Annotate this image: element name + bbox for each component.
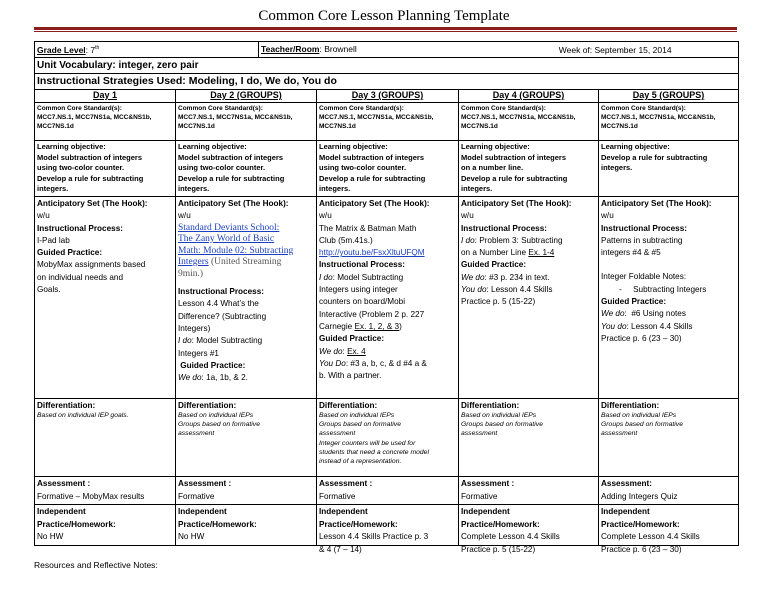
i-do-text: : Model Subtracting bbox=[332, 272, 404, 282]
warm-up: w/u bbox=[601, 211, 614, 221]
i-do-label: I do bbox=[178, 336, 192, 346]
you-do-line bbox=[461, 284, 596, 296]
video-link[interactable]: Standard Deviants School: bbox=[178, 222, 280, 233]
homework-label: Independent bbox=[319, 507, 368, 516]
process-line: Integers) bbox=[178, 323, 211, 333]
grade-value: : 7 bbox=[85, 44, 96, 55]
objective-line: using two-color counter. bbox=[319, 163, 407, 172]
homework-text: Complete Lesson 4.4 Skills bbox=[601, 532, 700, 541]
differentiation-line: Based on individual IEPs bbox=[601, 412, 677, 419]
homework-cell bbox=[317, 505, 459, 554]
differentiation-line: assessment bbox=[601, 430, 638, 438]
objective-label: Learning objective: bbox=[178, 142, 247, 151]
differentiation-line: instead of a representation. bbox=[319, 458, 402, 466]
i-do-text: : Model Subtracting bbox=[191, 336, 263, 346]
day-3-header: Day 3 (GROUPS) bbox=[317, 90, 459, 102]
hook-cell-day-1 bbox=[35, 197, 176, 398]
assessment-text: Adding Integers Quiz bbox=[601, 491, 678, 501]
differentiation-line: Integer counters will be used for bbox=[319, 439, 416, 447]
i-do-line bbox=[461, 235, 596, 247]
homework-label: Practice/Homework: bbox=[319, 519, 398, 529]
differentiation-line: Based on individual IEPs bbox=[461, 412, 537, 419]
hook-label: Anticipatory Set (The Hook): bbox=[178, 199, 289, 208]
assessment-text: Formative – MobyMax results bbox=[37, 491, 145, 501]
guided-line: MobyMax assignments based bbox=[37, 260, 146, 270]
differentiation-label: Differentiation: bbox=[461, 401, 520, 410]
differentiation-row bbox=[35, 399, 738, 477]
differentiation-line: Groups based on formative bbox=[178, 421, 260, 429]
homework-label: Independent bbox=[601, 507, 650, 516]
instructional-strategies: Instructional Strategies Used: Modeling, I do, We do, You do bbox=[35, 74, 738, 90]
clip-line: Club (5m.41s.) bbox=[319, 235, 373, 245]
we-do-sep: : bbox=[342, 346, 348, 356]
standards-cell bbox=[317, 103, 459, 140]
assessment-label: Assessment : bbox=[461, 479, 515, 488]
differentiation-cell bbox=[317, 399, 459, 476]
i-do-line bbox=[319, 272, 456, 284]
standards-cell bbox=[176, 103, 317, 140]
objective-line: Model subtraction of integers bbox=[319, 152, 425, 162]
assessment-cell bbox=[599, 477, 738, 504]
homework-text: Lesson 4.4 Skills Practice p. 3 bbox=[319, 532, 429, 541]
objective-label: Learning objective: bbox=[37, 142, 106, 151]
grade-sup: th bbox=[95, 44, 100, 51]
i-do-line bbox=[178, 335, 314, 347]
differentiation-line: Based on individual IEPs bbox=[319, 412, 395, 419]
guided-line: on individual needs and bbox=[37, 272, 124, 282]
hook-label: Anticipatory Set (The Hook): bbox=[601, 199, 712, 208]
warm-up: w/u bbox=[178, 211, 191, 221]
assessment-label: Assessment: bbox=[601, 479, 652, 488]
objective-cell bbox=[176, 141, 317, 196]
differentiation-label: Differentiation: bbox=[319, 401, 378, 410]
objective-cell bbox=[317, 141, 459, 196]
homework-label: Practice/Homework: bbox=[601, 519, 680, 529]
process-line: integers #4 & #5 bbox=[601, 248, 661, 258]
objective-line: integers. bbox=[319, 184, 351, 193]
differentiation-label: Differentiation: bbox=[601, 401, 660, 410]
i-do-text: on a Number Line bbox=[461, 248, 529, 258]
warm-up: w/u bbox=[37, 211, 50, 221]
objective-cell bbox=[35, 141, 176, 196]
title-rule-thin bbox=[34, 31, 737, 32]
teacher-value: : Brownell bbox=[319, 44, 357, 54]
standards-text: MCC7.NS.1, MCC7NS1a, MCC&NS1b, MCC7NS.1d bbox=[37, 114, 152, 130]
objective-line: Model subtraction of integers bbox=[37, 152, 143, 162]
process-line: Difference? (Subtracting bbox=[178, 311, 267, 321]
day-1-header: Day 1 bbox=[35, 90, 176, 102]
homework-label: Practice/Homework: bbox=[178, 519, 257, 529]
we-do-label: We do bbox=[319, 346, 343, 356]
hook-row bbox=[35, 197, 738, 399]
homework-text: & 4 (7 – 14) bbox=[319, 544, 362, 554]
objective-label: Learning objective: bbox=[461, 142, 530, 151]
process-label: Instructional Process: bbox=[319, 260, 405, 270]
day-2-header: Day 2 (GROUPS) bbox=[176, 90, 317, 102]
homework-label: Practice/Homework: bbox=[37, 519, 116, 529]
video-link[interactable]: The Zany World of Basic bbox=[178, 234, 275, 245]
warm-up: w/u bbox=[319, 211, 332, 221]
you-do-text: : Lesson 4.4 Skills bbox=[626, 321, 693, 331]
teacher-label: Teacher/Room bbox=[261, 44, 320, 54]
we-do-line bbox=[319, 346, 456, 358]
document-title: Common Core Lesson Planning Template bbox=[258, 8, 510, 24]
standards-cell bbox=[459, 103, 599, 140]
standards-cell bbox=[599, 103, 738, 140]
homework-label: Independent bbox=[461, 507, 510, 516]
you-do-line bbox=[601, 321, 736, 333]
differentiation-label: Differentiation: bbox=[178, 401, 237, 410]
differentiation-label: Differentiation: bbox=[37, 401, 96, 410]
objective-line: Model subtraction of integers bbox=[178, 152, 284, 162]
hook-label: Anticipatory Set (The Hook): bbox=[319, 199, 430, 208]
you-do-line: b. With a partner. bbox=[319, 371, 382, 381]
video-note: 9min.) bbox=[178, 268, 204, 279]
differentiation-line: students that need a concrete model bbox=[319, 448, 429, 456]
standards-label: Common Core Standard(s): bbox=[461, 105, 546, 112]
we-do-label: We do bbox=[178, 373, 202, 383]
youtube-link[interactable]: http://youtu.be/FsxXltuUFQM bbox=[319, 248, 425, 258]
day-4-header: Day 4 (GROUPS) bbox=[459, 90, 599, 102]
homework-text: Practice p. 5 (15-22) bbox=[461, 544, 536, 554]
objective-line: integers. bbox=[461, 184, 493, 193]
you-do-text: : Lesson 4.4 Skills bbox=[486, 285, 553, 295]
homework-label: Independent bbox=[37, 507, 86, 516]
differentiation-line: assessment bbox=[178, 430, 215, 438]
guided-label: Guided Practice: bbox=[461, 260, 527, 270]
we-do-text: : #3 p. 234 in text. bbox=[484, 272, 550, 282]
assessment-cell bbox=[176, 477, 317, 504]
process-label: Instructional Process: bbox=[601, 223, 687, 233]
you-do-text: : #3 a, b, c, & d #4 a & bbox=[345, 358, 427, 368]
homework-label: Independent bbox=[178, 507, 227, 516]
process-line: Patterns in subtracting bbox=[601, 235, 683, 245]
homework-cell bbox=[35, 505, 176, 545]
we-do-line bbox=[461, 272, 596, 284]
we-do-line bbox=[178, 372, 314, 384]
differentiation-line: Based on individual IEPs bbox=[178, 412, 254, 419]
we-do-label: We do bbox=[601, 309, 625, 319]
guided-label: Guided Practice: bbox=[178, 360, 246, 370]
process-label: Instructional Process: bbox=[178, 287, 264, 297]
reflective-notes: Resources and Reflective Notes: bbox=[34, 560, 158, 570]
carnegie-line bbox=[319, 321, 456, 333]
differentiation-line: Groups based on formative bbox=[461, 421, 543, 429]
objective-label: Learning objective: bbox=[601, 142, 670, 151]
warm-up: w/u bbox=[461, 211, 474, 221]
assessment-cell bbox=[35, 477, 176, 504]
i-do-label: I do bbox=[319, 272, 333, 282]
objective-line: integers. bbox=[178, 184, 210, 193]
objective-line: Develop a rule for subtracting bbox=[37, 173, 144, 183]
we-do-line bbox=[601, 308, 736, 320]
hook-label: Anticipatory Set (The Hook): bbox=[37, 199, 148, 208]
title-rule bbox=[34, 27, 737, 30]
homework-cell bbox=[599, 505, 738, 554]
standards-text: MCC7.NS.1, MCC7NS1a, MCC&NS1b, MCC7NS.1d bbox=[601, 114, 716, 130]
objective-line: integers. bbox=[601, 163, 633, 172]
lesson-plan-table bbox=[34, 41, 739, 554]
standards-label: Common Core Standard(s): bbox=[601, 105, 686, 112]
week-of: Week of: September 15, 2014 bbox=[558, 44, 672, 55]
differentiation-line: Groups based on formative bbox=[601, 421, 683, 429]
homework-text: No HW bbox=[178, 532, 205, 541]
day-5-header: Day 5 (GROUPS) bbox=[632, 90, 705, 100]
assessment-cell bbox=[317, 477, 459, 504]
you-do-label: You do bbox=[461, 285, 487, 295]
assessment-cell bbox=[459, 477, 599, 504]
hook-cell-day-5 bbox=[599, 197, 738, 398]
hook-cell-day-3 bbox=[317, 197, 459, 398]
objective-line: using two-color counter. bbox=[178, 163, 266, 172]
homework-text: Practice p. 6 (23 – 30) bbox=[601, 544, 682, 554]
i-do-line: Integers #1 bbox=[178, 348, 219, 358]
differentiation-line: assessment bbox=[461, 430, 498, 438]
differentiation-line: Groups based on formative bbox=[319, 421, 401, 429]
we-do-label: We do bbox=[461, 272, 485, 282]
process-label: Instructional Process: bbox=[37, 223, 123, 233]
we-do-text: : #6 Using notes bbox=[624, 309, 686, 319]
process-label: Instructional Process: bbox=[461, 223, 547, 233]
assessment-text: Formative bbox=[319, 491, 356, 501]
carnegie-end: ) bbox=[399, 321, 402, 331]
guided-line: Goals. bbox=[37, 285, 61, 295]
foldable-notes: Integer Foldable Notes: bbox=[601, 272, 687, 282]
objective-line: Develop a rule for subtracting bbox=[178, 173, 285, 183]
standards-label: Common Core Standard(s): bbox=[178, 105, 263, 112]
process-line: Integers using integer bbox=[319, 285, 398, 295]
standards-cell bbox=[35, 103, 176, 140]
objective-line: Develop a rule for subtracting bbox=[319, 173, 426, 183]
guided-label: Guided Practice: bbox=[37, 248, 103, 258]
process-text: I-Pad lab bbox=[37, 235, 70, 245]
homework-cell bbox=[176, 505, 317, 545]
guided-label: Guided Practice: bbox=[601, 297, 667, 307]
objective-cell bbox=[459, 141, 599, 196]
objective-line: on a number line. bbox=[461, 163, 524, 172]
homework-row bbox=[35, 505, 738, 554]
homework-text: No HW bbox=[37, 532, 64, 541]
hook-cell-day-2 bbox=[176, 197, 317, 398]
objective-row bbox=[35, 141, 738, 197]
differentiation-cell bbox=[459, 399, 599, 476]
assessment-label: Assessment : bbox=[37, 479, 91, 488]
standards-row bbox=[35, 103, 738, 141]
clip-line: The Matrix & Batman Math bbox=[319, 223, 417, 233]
i-do-label: I do bbox=[461, 235, 475, 245]
differentiation-line: Based on individual IEP goals. bbox=[37, 412, 129, 419]
standards-label: Common Core Standard(s): bbox=[37, 105, 122, 112]
you-do-label: You Do bbox=[319, 358, 346, 368]
standards-text: MCC7.NS.1, MCC7NS1a, MCC&NS1b, MCC7NS.1d bbox=[319, 114, 434, 130]
i-do-line bbox=[461, 247, 596, 259]
video-resource bbox=[178, 223, 314, 281]
we-do-text: : 1a, 1b, & 2. bbox=[201, 373, 248, 383]
assessment-label: Assessment : bbox=[319, 479, 373, 488]
teacher-room bbox=[258, 42, 557, 57]
standards-label: Common Core Standard(s): bbox=[319, 105, 404, 112]
hook-label: Anticipatory Set (The Hook): bbox=[461, 199, 572, 208]
grade-label: Grade Level bbox=[37, 44, 86, 55]
you-do-line: Practice p. 6 (23 – 30) bbox=[601, 333, 682, 343]
foldable-bullet: - Subtracting Integers bbox=[619, 284, 707, 294]
standards-text: MCC7.NS.1, MCC7NS1a, MCC&NS1b, MCC7NS.1d bbox=[461, 114, 576, 130]
you-do-line bbox=[319, 358, 456, 370]
we-do-example: Ex. 4 bbox=[347, 346, 366, 356]
video-note: (United Streaming bbox=[208, 257, 282, 268]
objective-label: Learning objective: bbox=[319, 142, 388, 151]
you-do-label: You do bbox=[601, 321, 627, 331]
assessment-row bbox=[35, 477, 738, 505]
video-link[interactable]: Integers bbox=[178, 257, 209, 268]
carnegie-examples: Ex. 1, 2, & 3 bbox=[354, 321, 400, 331]
process-line: Interactive (Problem 2 p. 227 bbox=[319, 309, 425, 319]
objective-line: Model subtraction of integers bbox=[461, 152, 567, 162]
you-do-line: Practice p. 5 (15-22) bbox=[461, 297, 536, 307]
grade-level bbox=[35, 45, 258, 55]
guided-label: Guided Practice: bbox=[319, 334, 385, 344]
assessment-text: Formative bbox=[461, 491, 498, 501]
differentiation-cell bbox=[176, 399, 317, 476]
homework-cell bbox=[459, 505, 599, 554]
differentiation-line: assessment bbox=[319, 430, 356, 438]
differentiation-cell bbox=[599, 399, 738, 476]
objective-cell bbox=[599, 141, 738, 196]
objective-line: Develop a rule for subtracting bbox=[461, 173, 568, 183]
standards-text: MCC7.NS.1, MCC7NS1a, MCC&NS1b, MCC7NS.1d bbox=[178, 114, 293, 130]
objective-line: Develop a rule for subtracting bbox=[601, 152, 708, 162]
homework-text: Complete Lesson 4.4 Skills bbox=[461, 532, 560, 541]
homework-label: Practice/Homework: bbox=[461, 519, 540, 529]
hook-cell-day-4 bbox=[459, 197, 599, 398]
carnegie-text: Carnegie bbox=[319, 321, 355, 331]
assessment-text: Formative bbox=[178, 491, 215, 501]
unit-vocabulary: Unit Vocabulary: integer, zero pair bbox=[35, 58, 738, 74]
process-line: counters on board/Mobi bbox=[319, 297, 406, 307]
header-row bbox=[35, 42, 738, 58]
objective-line: integers. bbox=[37, 184, 69, 193]
day-header-row bbox=[35, 90, 738, 103]
differentiation-cell bbox=[35, 399, 176, 476]
assessment-label: Assessment : bbox=[178, 479, 232, 488]
process-line: Lesson 4.4 What’s the bbox=[178, 299, 259, 309]
i-do-examples: Ex. 1-4 bbox=[528, 248, 555, 258]
i-do-text: : Problem 3: Subtracting bbox=[474, 235, 563, 245]
video-link[interactable]: Math: Module 02: Subtracting bbox=[178, 245, 294, 256]
objective-line: using two-color counter. bbox=[37, 163, 125, 172]
